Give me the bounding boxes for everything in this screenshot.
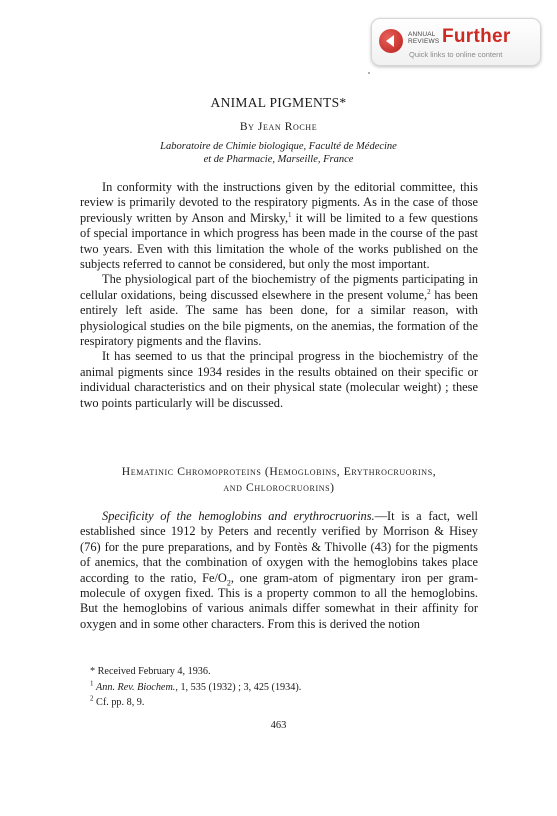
footnote-ref-2: 2: [427, 287, 431, 296]
badge-brand: Further: [442, 26, 511, 47]
footnotes: [80, 664, 478, 711]
annual-reviews-logo-text: ANNUAL REVIEWS: [408, 31, 440, 45]
section-heading-line-1: Hematinic Chromoproteins (Hemoglobins, Erythrocruorins,: [121, 465, 437, 478]
footnote-received: * Received February 4, 1936.: [90, 666, 211, 677]
article-author: By Jean Roche: [239, 121, 318, 133]
arrow-icon: [379, 29, 403, 53]
further-badge-link[interactable]: [371, 18, 541, 66]
badge-tagline: Quick links to online content: [409, 50, 503, 59]
intro-text: [80, 180, 478, 411]
intro-paragraph-3: It has seemed to us that the principal progress in the biochemistry of the animal pigments since 1934 resides in the results obtained on their specific or individual characteristics and on their physical state (molecular weight) ; these two points particularly will be discussed.: [80, 349, 478, 410]
footnote-1: $^1$ Ann. Rev. Biochem., 1, 535 (1932) ; 3, 425 (1934).: [90, 679, 302, 693]
page-number: 463: [270, 720, 287, 731]
section-heading-line-2: and Chlorocruorins): [223, 480, 335, 494]
section-body: [80, 509, 478, 632]
section-paragraph: Specificity of the hemoglobins and erythrocruorins.—It is a fact, well established since 1912 by Peters and recently verified by Morrison & Hisey (76) for the pure preparations, and by Fontès & Thivolle (43) for the pigments of anemics, that the combination of oxygen with the hemoglobins takes place according to the ratio, $Fe/O_2$, one gram-atom of pigmentary iron per gram-molecule of oxygen fixed. This is a property common to all the hemoglobins. But the hemoglobins of various animals differ somewhat in their affinity for oxygen and in some other characters. From this is derived the notion: [80, 509, 478, 631]
intro-paragraph-1: In conformity with the instructions given by the editorial committee, this review is primarily devoted to the respiratory pigments. As in the case of those previously written by Anson and Mirsky,$^1$ it will be limited to a few questions of special importance in which progress has been made in the course of the past two years. Even with this limitation the whole of the works published on the subjects referred to cannot be considered, but only the most important.: [80, 180, 478, 272]
affiliation-line-2: et de Pharmacie, Marseille, France: [203, 153, 354, 165]
scan-speck: [368, 72, 370, 74]
article-title: ANIMAL PIGMENTS*: [210, 95, 347, 110]
oxygen-subscript: 2: [226, 578, 231, 588]
footnote-2: $^2$ Cf. pp. 8, 9.: [90, 694, 145, 708]
affiliation-line-1: Laboratoire de Chimie biologique, Faculté de Médecine: [160, 141, 397, 152]
author-affiliation: [0, 141, 557, 166]
section-heading: [80, 464, 478, 495]
intro-paragraph-2: The physiological part of the biochemistry of the pigments participating in cellular oxidations, being discussed elsewhere in the present volume,$^2$ has been entirely left aside. The same has been done, for a similar reason, with physiological studies on the bile pigments, on the anemias, the formation of the respiratory pigments and the flavins.: [80, 272, 478, 349]
paragraph-lead: Specificity of the hemoglobins and erythrocruorins.: [102, 509, 375, 523]
footnote-ref-1: 1: [288, 210, 292, 219]
